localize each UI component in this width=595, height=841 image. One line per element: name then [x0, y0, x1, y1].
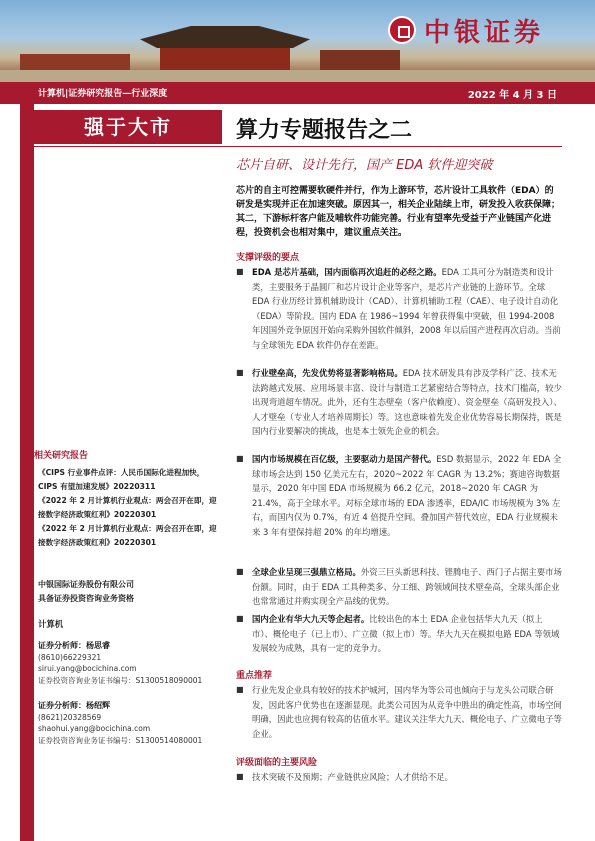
bank-logo-icon: [388, 16, 416, 44]
banner-wall-right: [320, 50, 400, 72]
analyst-name: 证券分析师：杨思睿: [38, 641, 110, 650]
rating-badge: 强于大市: [34, 110, 222, 144]
bullet-body: 比较出色的本土 EDA 企业包括华大九天（拟上市）、概伦电子（已上市）、广立微（拟上市）等。华大九天在模拟电路 EDA 等领域发展较为成熟，具有一定的竞争力。: [252, 614, 560, 654]
bullet-body: EDA 技术研发具有涉及学科广泛、技术无法跨越式发展、应用场景丰富、设计与制造工艺紧密结合等特点，技术门槛高，较少出现弯道超车情况。此外，还有生态壁垒（客户依赖度）、资金壁垒（高研发投入）、人才壁垒（专业人才培养周期长）等。这也意味着先发企业优势容易长期保持，既是国内行业要解决的挑战，也是本土领先企业的机会。: [252, 368, 562, 437]
company-info: [38, 578, 218, 606]
related-reports-heading: 相关研究报告: [34, 451, 89, 461]
category-bar: [0, 82, 595, 104]
bullet-lead: 行业壁垒高，先发优势将显著影响格局。: [252, 368, 403, 378]
analyst-name: 证券分析师：杨绍辉: [38, 701, 110, 710]
risk-text: [236, 770, 562, 785]
focus-body: 行业先发企业具有较好的技术护城河，国内华为等公司也倾向于与龙头公司联合研发，因此客户优势也在逐渐显现。此类公司因为从竞争中胜出的确定性高，市场空间明确，因此也应拥有较高的估值水平。建议关注华大九天、概伦电子、广立微电子等企业。: [252, 685, 562, 739]
support-heading: 支撑评级的要点: [236, 253, 300, 263]
header-banner: [0, 0, 595, 82]
related-reports-list: [38, 466, 218, 550]
analyst-cert: 证券投资咨询业务证书编号：S1300514080001: [38, 735, 203, 745]
analyst-card: [38, 700, 218, 746]
logo-text: 中银证券: [424, 17, 545, 48]
banner-palace-hall: [160, 48, 290, 72]
bullet-body: ESD 数据显示，2022 年 EDA 全球市场会达到 150 亿美元左右，2020~2022 年 CAGR 为 13.2%；赛迪咨询数据显示，2020 年中国 EDA 市场规模为 66.2 亿元，2018~2020 年 CAGR 为 21.4%，高于全球水平。对标全球市场的 EDA 渗透率，EDA/IC 市场规模为 3% 左右，而国内仅为 0.7%，有近 4 倍提升空间。叠加国产替代效应，EDA 行业规模未来 3 年有望保持超 20% 的年均增速。: [252, 454, 562, 537]
bullet-point: [236, 612, 562, 656]
risk-body: 技术突破不及预期；产业链供应风险；人才供给不足。: [252, 772, 453, 782]
bullet-point: [236, 452, 562, 540]
analyst-email[interactable]: sirui.yang@bocichina.com: [38, 664, 137, 674]
focus-text: [236, 683, 562, 741]
analyst-phone: (8621)20328569: [38, 712, 102, 722]
bullet-point: [236, 565, 562, 609]
analyst-email[interactable]: shaohui.yang@bocichina.com: [38, 724, 151, 734]
report-category: 计算机|证券研究报告—行业深度: [38, 89, 168, 99]
bullet-lead: 全球企业呈现三强鼎立格局。: [252, 567, 361, 577]
focus-heading: 重点推荐: [236, 671, 273, 681]
brand-logo: [388, 10, 588, 50]
bullet-point: [236, 366, 562, 439]
analyst-phone: (8610)66229321: [38, 652, 102, 662]
bullet-lead: 国内市场规模在百亿级，主要驱动力是国产替代。: [252, 454, 437, 464]
risk-heading: 评级面临的主要风险: [236, 758, 318, 768]
company-name: 中银国际证券股份有限公司: [38, 580, 134, 589]
related-report-link[interactable]: 《2022 年 2 月计算机行业观点：两会召开在即，迎接数字经济政策红利》20220301: [38, 496, 217, 519]
analyst-cert: 证券投资咨询业务证书编号：S1300518090001: [38, 675, 203, 685]
side-decor-strip: [20, 104, 34, 841]
bullet-point: [236, 265, 562, 353]
abstract: 芯片的自主可控需要软硬件并行，作为上游环节，芯片设计工具软件（EDA）的研发是实现并正在加速突破。原因其一，相关企业陆续上市，研发投入收获保障；其二，下游标杆客户能及哺软件功能完善。行业有望率先受益于产业链国产化进程，投资机会也相对集中，建议重点关注。: [236, 186, 561, 238]
title-divider: [34, 146, 562, 147]
related-report-link[interactable]: 《CIPS 行业事件点评：人民币国际化进程加快，CIPS 有望加速发展》20220311: [38, 468, 205, 491]
banner-palace-roof: [140, 26, 310, 48]
bullet-lead: 国内企业有华大九天等企起者。: [252, 614, 370, 624]
report-date: 2022 年 4 月 3 日: [467, 90, 557, 101]
bullet-lead: EDA 是芯片基础，国内面临再次追赶的必经之路。: [252, 267, 442, 277]
banner-ground: [0, 70, 595, 82]
analyst-card: [38, 640, 218, 686]
company-qualification: 具备证券投资咨询业务资格: [38, 594, 134, 603]
bullet-body: EDA 工具可分为制造类和设计类，主要服务于晶圆厂和芯片设计企业等客户，是芯片产业链的上游环节。全球 EDA 行业历经计算机辅助设计（CAD）、计算机辅助工程（CAE）、电子设计自动化（EDA）等阶段。国内 EDA 在 1986~1994 年曾获得集中突破，但 1994-2008 年因国外竞争原因开始向采购外国软件倾斜，2008 年以后国产进程再次启动。当前与全球领先 EDA 软件仍存在差距。: [252, 267, 561, 350]
related-report-link[interactable]: 《2022 年 2 月计算机行业观点：两会召开在即，迎接数字经济政策红利》20220301: [38, 524, 217, 547]
report-subtitle: 芯片自研、设计先行，国产 EDA 软件迎突破: [236, 158, 493, 173]
industry-label: 计算机: [38, 619, 64, 629]
report-title: 算力专题报告之二: [236, 117, 413, 143]
bullet-body: 外资三巨头新思科技、铿腾电子、西门子占据主要市场份额。同时，由于 EDA 工具种类多、分工细、跨领域间技术壁垒高，全球头部企业也常常通过并购实现全产品线的优势。: [252, 567, 562, 607]
